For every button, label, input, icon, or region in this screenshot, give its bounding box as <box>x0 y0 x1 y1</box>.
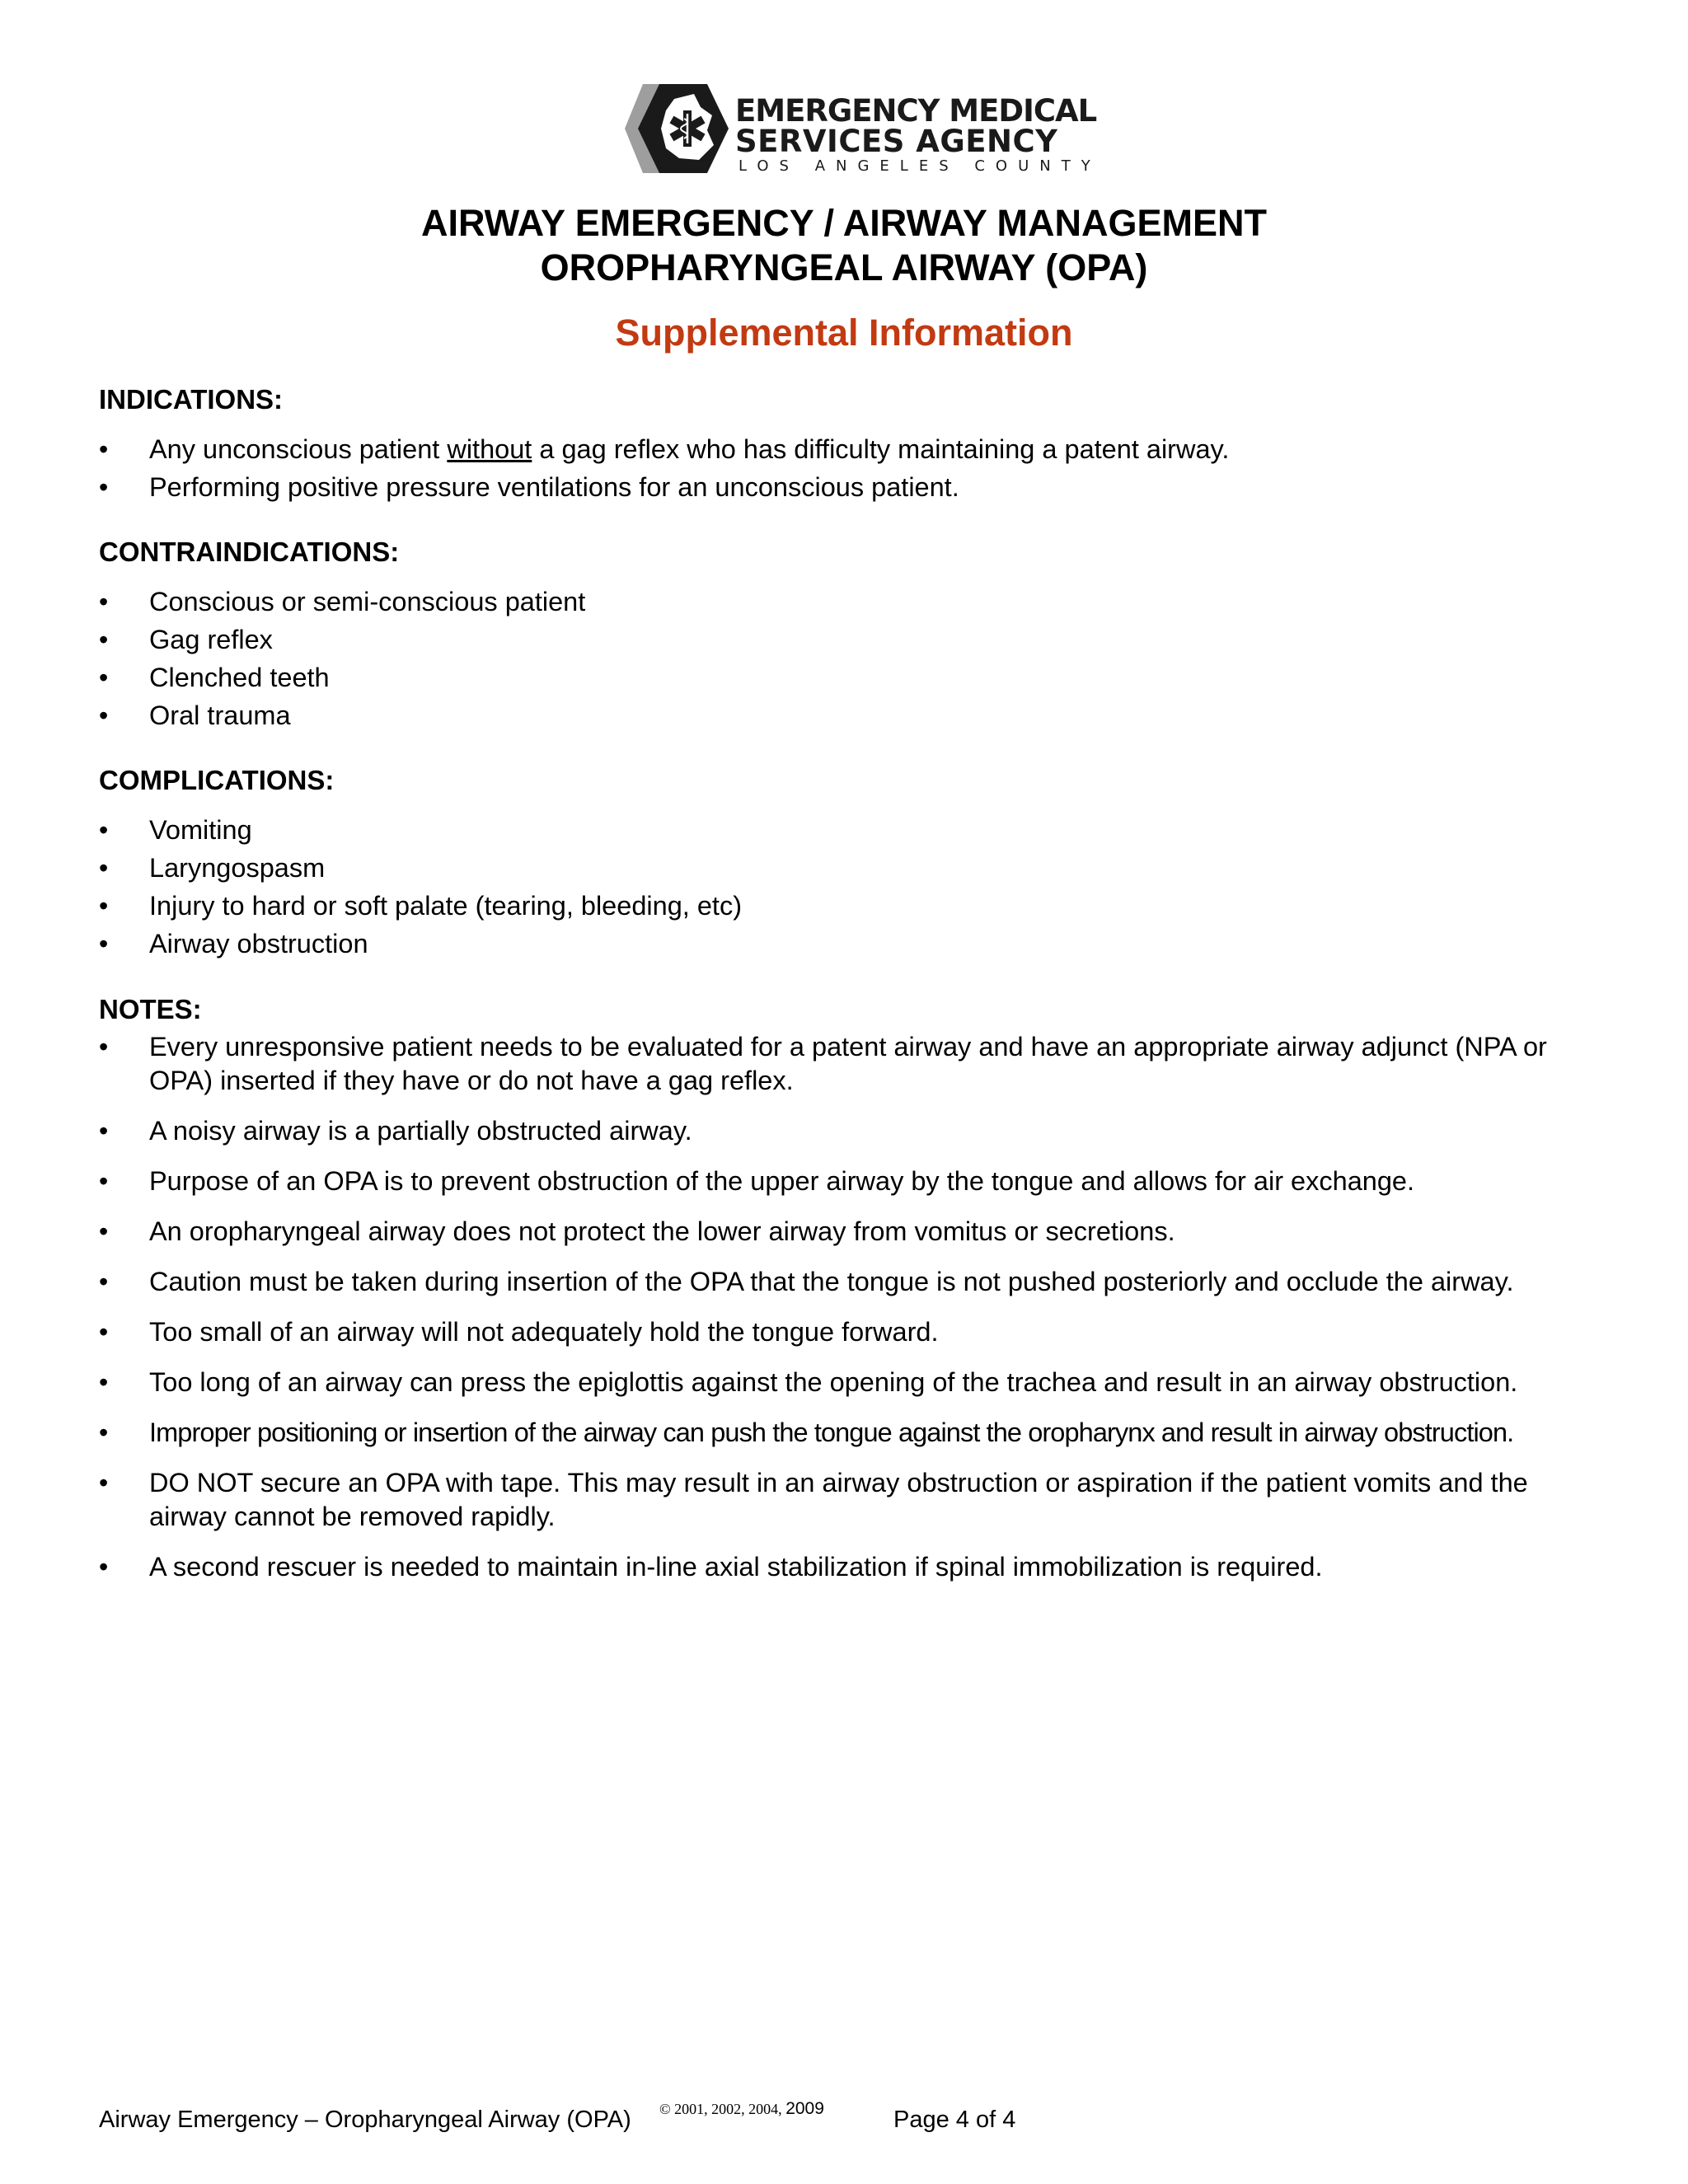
list-item <box>99 583 1607 621</box>
list-item-text: A noisy airway is a partially obstructed airway. <box>149 1116 692 1146</box>
bullet-icon: • <box>99 929 109 958</box>
list-item-text: Too long of an airway can press the epiglottis against the opening of the trachea and result in an airway obstruction. <box>149 1367 1518 1397</box>
list-item-text: Performing positive pressure ventilations for an unconscious patient. <box>149 472 959 502</box>
bullet-icon: • <box>99 1552 109 1582</box>
star-of-life-icon <box>608 82 732 175</box>
bullet-icon: • <box>99 1367 109 1397</box>
logo-line-1: EMERGENCY MEDICAL <box>735 93 1097 129</box>
bullet-icon: • <box>99 587 109 616</box>
bullet-icon: • <box>99 1317 109 1347</box>
bullet-icon: • <box>99 1116 109 1146</box>
list-item <box>99 1315 1607 1349</box>
bullet-icon: • <box>99 625 109 654</box>
bullet-icon: • <box>99 1216 109 1246</box>
bullet-icon: • <box>99 1468 109 1497</box>
contraindications-list <box>99 583 1607 734</box>
copyright-latest-year: 2009 <box>785 2099 824 2118</box>
indications-heading: INDICATIONS: <box>99 384 284 415</box>
list-item-text: Laryngospasm <box>149 853 326 883</box>
list-item-text: Every unresponsive patient needs to be evaluated for a patent airway and have an appropriate airway adjunct (NPA or OPA) inserted if they have or do not have a gag reflex. <box>149 1032 1547 1095</box>
bullet-icon: • <box>99 1032 109 1062</box>
page-title-line-2: OROPHARYNGEAL AIRWAY (OPA) <box>540 246 1148 288</box>
list-item-text: Clenched teeth <box>149 663 330 692</box>
list-item <box>99 1416 1607 1450</box>
page-footer <box>99 2099 1607 2138</box>
complications-heading: COMPLICATIONS: <box>99 765 335 795</box>
bullet-icon: • <box>99 815 109 845</box>
list-item <box>99 468 1607 506</box>
list-item <box>99 1466 1607 1534</box>
list-item <box>99 1366 1607 1399</box>
contraindications-heading: CONTRAINDICATIONS: <box>99 537 400 567</box>
logo-line-2: SERVICES AGENCY <box>735 124 1058 159</box>
page-subtitle: Supplemental Information <box>615 312 1073 354</box>
list-item <box>99 1550 1607 1584</box>
bullet-icon: • <box>99 472 109 502</box>
list-item <box>99 1114 1607 1148</box>
bullet-icon: • <box>99 663 109 692</box>
bullet-icon: • <box>99 1267 109 1296</box>
list-item <box>99 1165 1607 1198</box>
list-item-text: Improper positioning or insertion of the airway can push the tongue against the oropharynx and result in airway obstruction. <box>149 1418 1514 1447</box>
list-item-text: Caution must be taken during insertion of the OPA that the tongue is not pushed posteriorly and occlude the airway. <box>149 1267 1514 1296</box>
list-item-text: Injury to hard or soft palate (tearing, bleeding, etc) <box>149 891 743 921</box>
bullet-icon: • <box>99 701 109 730</box>
footer-title: Airway Emergency – Oropharyngeal Airway (OPA) <box>99 2107 631 2133</box>
indications-list <box>99 430 1607 506</box>
logo-wordmark <box>735 93 1101 176</box>
list-item <box>99 925 1607 963</box>
list-item-text: Vomiting <box>149 815 252 845</box>
list-item <box>99 1215 1607 1249</box>
list-item <box>99 658 1607 696</box>
list-item-text: Too small of an airway will not adequately hold the tongue forward. <box>149 1317 939 1347</box>
list-item <box>99 430 1607 468</box>
notes-heading: NOTES: <box>99 994 202 1024</box>
list-item-text: DO NOT secure an OPA with tape. This may result in an airway obstruction or aspiration if the patient vomits and the airway cannot be removed rapidly. <box>149 1468 1528 1531</box>
page-number: Page 4 of 4 <box>893 2107 1016 2133</box>
bullet-icon: • <box>99 1418 108 1447</box>
list-item-text: A second rescuer is needed to maintain in-line axial stabilization if spinal immobilization is required. <box>149 1552 1323 1582</box>
list-item <box>99 621 1607 658</box>
bullet-icon: • <box>99 853 109 883</box>
list-item-text: An oropharyngeal airway does not protect the lower airway from vomitus or secretions. <box>149 1216 1175 1246</box>
bullet-icon: • <box>99 1166 109 1196</box>
list-item-text: Airway obstruction <box>149 929 368 958</box>
list-item <box>99 1030 1607 1098</box>
list-item-text: Oral trauma <box>149 701 291 730</box>
agency-logo <box>608 82 1101 175</box>
list-item <box>99 887 1607 925</box>
list-item-text-end: a gag reflex who has difficulty maintaining a patent airway. <box>532 434 1230 464</box>
notes-list <box>99 1030 1607 1601</box>
page-title-line-1: AIRWAY EMERGENCY / AIRWAY MANAGEMENT <box>420 202 1268 244</box>
bullet-icon: • <box>99 891 109 921</box>
list-item-text: Conscious or semi-conscious patient <box>149 587 586 616</box>
list-item-text: Purpose of an OPA is to prevent obstruction of the upper airway by the tongue and allows for air exchange. <box>149 1166 1415 1196</box>
copyright-years: © 2001, 2002, 2004, <box>659 2101 786 2117</box>
list-item <box>99 696 1607 734</box>
list-item <box>99 811 1607 849</box>
list-item-text: Gag reflex <box>149 625 273 654</box>
bullet-icon: • <box>99 434 109 464</box>
logo-line-3: LOS ANGELES COUNTY <box>738 157 1101 175</box>
list-item-text-start: Any unconscious patient <box>149 434 448 464</box>
complications-list <box>99 811 1607 963</box>
list-item <box>99 1265 1607 1299</box>
footer-copyright <box>659 2097 824 2121</box>
underlined-word: without <box>447 434 532 464</box>
list-item <box>99 849 1607 887</box>
